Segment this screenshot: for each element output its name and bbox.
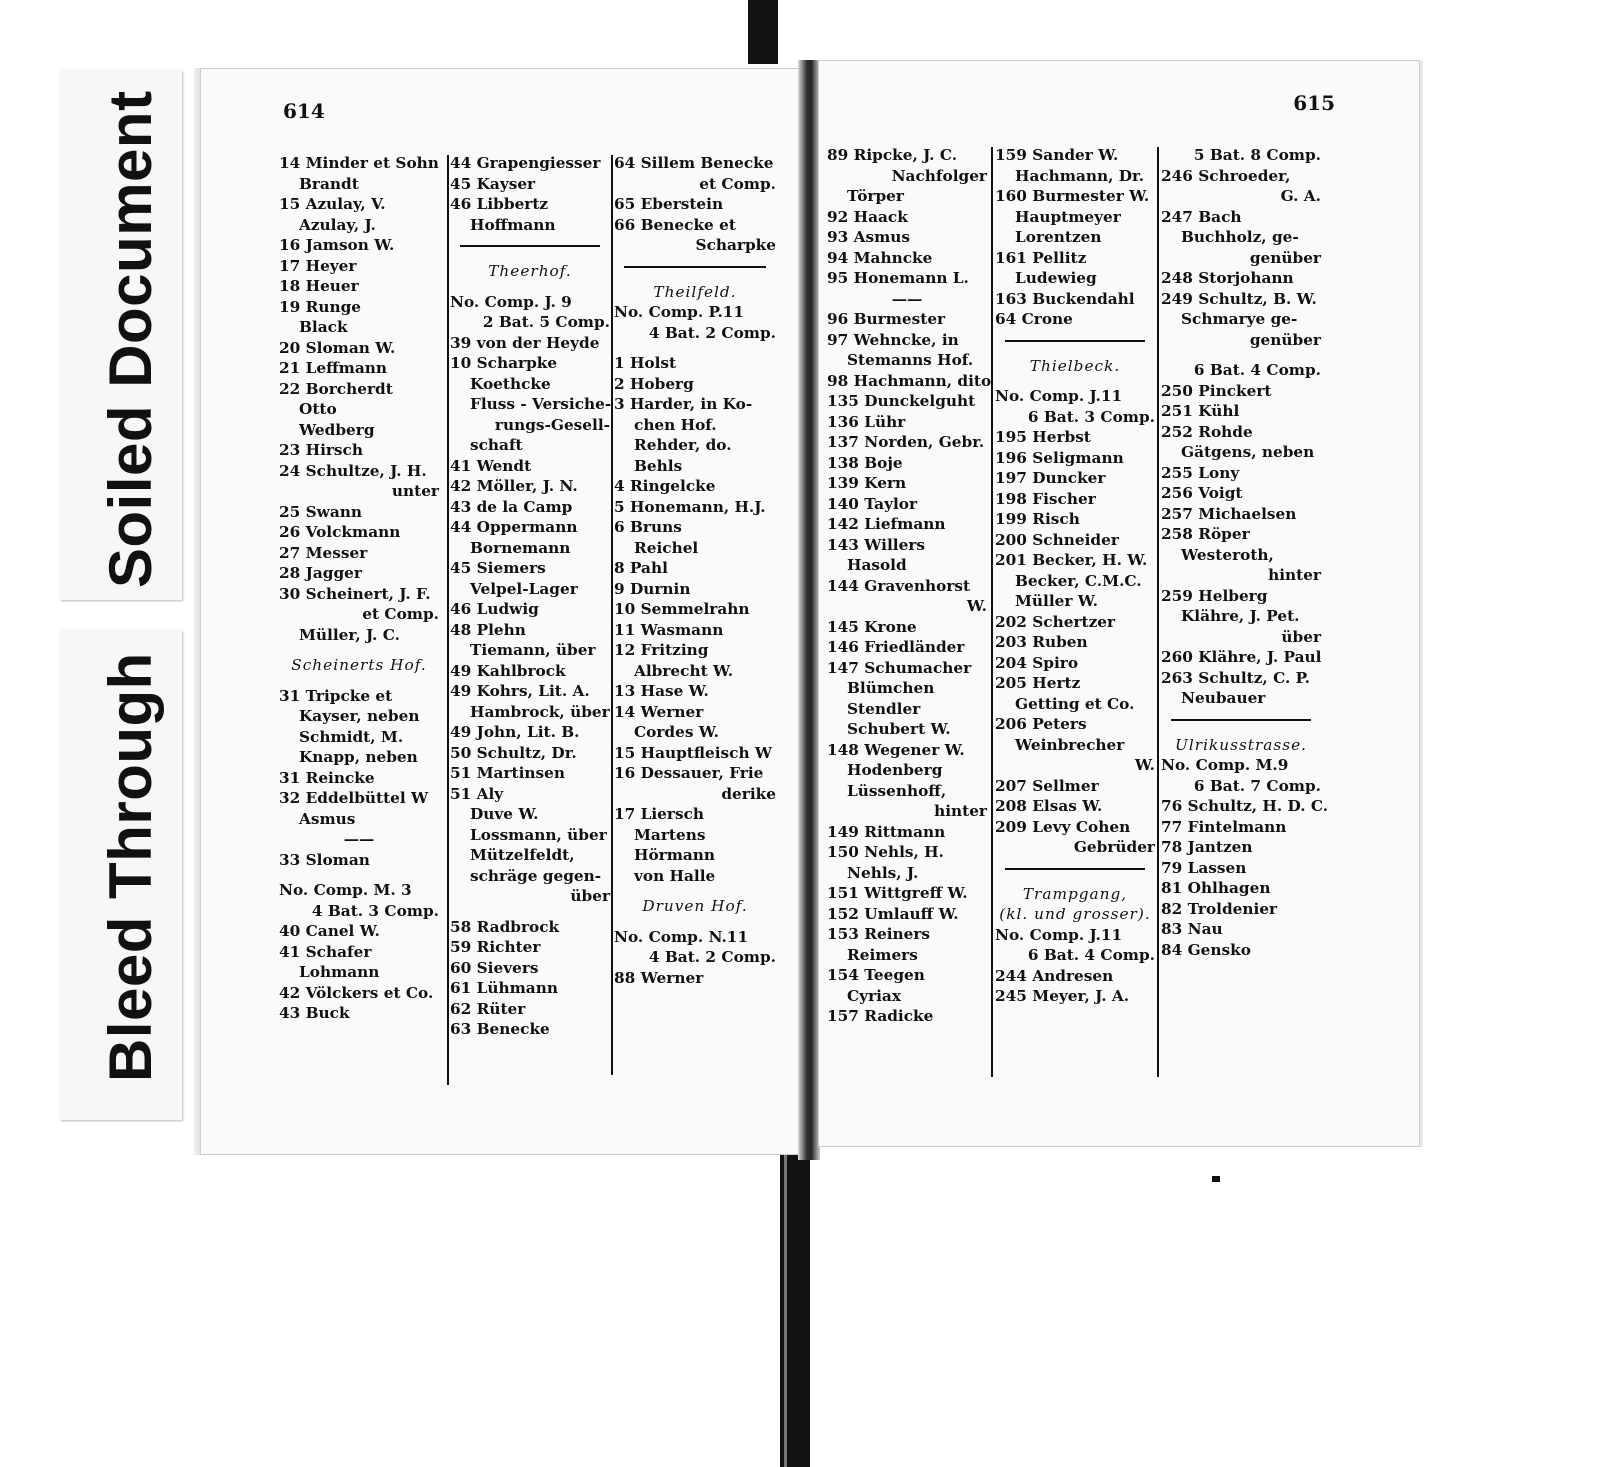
directory-entry: Klähre, J. Pet. (1181, 607, 1300, 625)
spacer (1161, 350, 1321, 360)
label-soiled-document: Soiled Document (97, 90, 164, 588)
directory-entry: Behls (634, 456, 683, 475)
directory-entry: —— (343, 830, 375, 848)
directory-entry: 76 Schultz, H. D. C. (1161, 797, 1329, 815)
directory-entry: 151 Wittgreff W. (827, 884, 968, 902)
directory-entry: 196 Seligmann (995, 448, 1124, 467)
directory-entry: 252 Rohde (1161, 422, 1253, 441)
ink-speck (1212, 1176, 1220, 1182)
directory-entry: 257 Michaelsen (1161, 504, 1297, 523)
directory-entry: 143 Willers (827, 535, 926, 554)
directory-entry: 152 Umlauff W. (827, 904, 959, 923)
directory-entry: —— (891, 289, 923, 308)
directory-entry: 4 Bat. 2 Comp. (648, 948, 776, 966)
directory-entry: 14 Minder et Sohn (279, 154, 439, 172)
directory-entry: Hambrock, über (470, 702, 610, 721)
right-page (818, 60, 1420, 1147)
directory-entry: 8 Pahl (614, 559, 668, 577)
directory-entry: 247 Bach (1161, 207, 1242, 226)
directory-entry: 255 Lony (1161, 463, 1240, 482)
section-heading: Theilfeld. (653, 282, 737, 301)
directory-entry: über (570, 887, 610, 905)
directory-entry: 260 Klähre, J. Paul (1161, 648, 1322, 666)
directory-entry: No. Comp. M. 3 (279, 881, 412, 899)
open-book (190, 60, 1420, 1155)
directory-entry: 98 Hachmann, dito (827, 371, 992, 390)
directory-entry: über (1281, 627, 1321, 646)
directory-entry: 256 Voigt (1161, 484, 1243, 502)
directory-entry: 251 Kühl (1161, 402, 1240, 420)
directory-entry: 206 Peters (995, 715, 1087, 733)
directory-entry: 82 Troldenier (1161, 899, 1278, 918)
directory-entry: 135 Dunckelguht (827, 392, 976, 410)
directory-entry: 93 Asmus (827, 228, 911, 246)
directory-entry: No. Comp. M.9 (1161, 756, 1289, 774)
directory-entry: 84 Gensko (1161, 940, 1251, 959)
directory-entry: Reichel (634, 538, 699, 557)
directory-entry: 244 Andresen (995, 966, 1114, 985)
directory-entry: Nehls, J. (847, 863, 919, 882)
directory-entry: 6 Bat. 3 Comp. (1027, 407, 1155, 426)
directory-entry: Schmarye ge- (1181, 310, 1298, 328)
directory-entry: 64 Crone (995, 310, 1073, 328)
directory-entry: 6 Bruns (614, 518, 682, 536)
directory-entry: 200 Schneider (995, 530, 1119, 549)
directory-entry: Schubert W. (847, 720, 951, 738)
directory-entry: 1 Holst (614, 354, 677, 372)
directory-entry: hinter (934, 802, 987, 820)
directory-entry: 145 Krone (827, 617, 917, 636)
binding-strip-top (748, 0, 778, 64)
directory-entry: W. (1134, 756, 1155, 774)
directory-entry: 31 Tripcke et (279, 686, 393, 705)
directory-entry: 63 Benecke (450, 1020, 550, 1038)
directory-entry: 11 Wasmann (614, 620, 724, 639)
directory-entry: 50 Schultz, Dr. (450, 743, 577, 762)
directory-entry: et Comp. (362, 605, 439, 623)
directory-entry: 197 Duncker (995, 469, 1106, 487)
directory-entry: No. Comp. J.11 (995, 925, 1123, 944)
section-heading: Trampgang, (1022, 884, 1128, 903)
directory-entry: 137 Norden, Gebr. (827, 433, 985, 451)
directory-entry: Velpel-Lager (470, 579, 578, 598)
directory-entry: 49 Kahlbrock (450, 661, 566, 680)
directory-entry: Cyriax (847, 986, 901, 1005)
right-column-1 (827, 145, 992, 1027)
directory-entry: 26 Volckmann (279, 523, 401, 541)
directory-entry: 59 Richter (450, 938, 541, 956)
directory-entry: 10 Scharpke (450, 354, 558, 372)
directory-entry: 15 Hauptfleisch W (614, 743, 773, 762)
section-heading: Ulrikusstrasse. (1174, 735, 1307, 754)
book-gutter (798, 60, 820, 1160)
directory-entry: 204 Spiro (995, 653, 1079, 672)
directory-entry: 201 Becker, H. W. (995, 551, 1148, 569)
directory-entry: 44 Grapengiesser (450, 154, 601, 172)
directory-entry: 208 Elsas W. (995, 797, 1103, 815)
directory-entry: No. Comp. P.11 (614, 303, 745, 321)
directory-entry: 94 Mahncke (827, 248, 933, 267)
directory-entry: Mützelfeldt, (470, 846, 575, 864)
directory-entry: 148 Wegener W. (827, 740, 965, 759)
directory-entry: No. Comp. N.11 (614, 927, 749, 946)
directory-entry: Ludewieg (1015, 269, 1097, 287)
directory-entry: genüber (1249, 330, 1321, 349)
directory-entry: 23 Hirsch (279, 441, 363, 459)
column-rule (611, 155, 613, 1075)
directory-entry: 18 Heuer (279, 277, 359, 295)
directory-entry: chen Hof. (634, 415, 717, 434)
directory-entry: 77 Fintelmann (1161, 817, 1287, 836)
directory-entry: Rehder, do. (634, 436, 732, 454)
directory-entry: Getting et Co. (1015, 694, 1135, 713)
directory-entry: 17 Liersch (614, 805, 705, 823)
directory-entry: 97 Wehncke, in (827, 330, 959, 349)
directory-entry: 51 Aly (450, 784, 504, 803)
directory-entry: Westeroth, (1181, 545, 1274, 564)
directory-entry: Duve W. (470, 805, 539, 823)
directory-entry: 153 Reiners (827, 925, 931, 943)
section-heading: (kl. und grosser). (999, 905, 1151, 923)
page-number-right: 615 (1293, 91, 1335, 115)
directory-entry: 45 Kayser (450, 174, 536, 193)
directory-entry: 88 Werner (614, 968, 704, 987)
directory-entry: 150 Nehls, H. (827, 843, 944, 861)
directory-entry: 136 Lühr (827, 412, 906, 431)
directory-entry: 3 Harder, in Ko- (614, 395, 753, 413)
section-heading: Theerhof. (488, 262, 572, 280)
directory-entry: 65 Eberstein (614, 195, 724, 213)
directory-entry: 16 Jamson W. (279, 236, 395, 254)
directory-entry: 5 Bat. 8 Comp. (1193, 146, 1321, 164)
directory-entry: Wedberg (299, 420, 375, 439)
directory-entry: Lossmann, über (470, 825, 607, 844)
page-number-left: 614 (283, 99, 325, 123)
directory-entry: 49 John, Lit. B. (450, 723, 580, 741)
directory-entry: 78 Jantzen (1161, 838, 1253, 856)
directory-entry: genüber (1249, 248, 1321, 267)
directory-entry: 13 Hase W. (614, 682, 709, 700)
section-rule (624, 266, 766, 268)
directory-entry: schräge gegen- (470, 866, 602, 885)
directory-entry: 159 Sander W. (995, 146, 1119, 164)
directory-entry: 16 Dessauer, Frie (614, 764, 764, 782)
directory-entry: 15 Azulay, V. (279, 195, 386, 213)
directory-entry: 2 Hoberg (614, 374, 694, 393)
directory-entry: Törper (847, 187, 904, 205)
directory-entry: 246 Schroeder, (1161, 166, 1291, 185)
directory-entry: 30 Scheinert, J. F. (279, 584, 431, 603)
directory-entry: 142 Liefmann (827, 515, 946, 533)
directory-entry: Reimers (847, 945, 918, 964)
section-rule (1005, 868, 1145, 870)
directory-entry: 41 Wendt (450, 456, 532, 475)
directory-entry: 51 Martinsen (450, 764, 565, 782)
directory-entry: Tiemann, über (470, 641, 596, 659)
section-heading: Druven Hof. (642, 897, 748, 915)
directory-entry: 6 Bat. 7 Comp. (1193, 776, 1321, 795)
directory-entry: 20 Sloman W. (279, 338, 396, 357)
spacer (279, 870, 439, 880)
directory-entry: 66 Benecke et (614, 215, 736, 234)
directory-entry: 22 Borcherdt (279, 379, 393, 398)
directory-entry: 195 Herbst (995, 428, 1091, 446)
directory-entry: 248 Storjohann (1161, 269, 1294, 287)
directory-entry: 25 Swann (279, 502, 362, 521)
directory-entry: 17 Heyer (279, 256, 357, 275)
directory-entry: Bornemann (470, 538, 571, 557)
directory-entry: Schmidt, M. (299, 727, 404, 746)
directory-entry: 160 Burmester W. (995, 187, 1150, 205)
directory-entry: 43 de la Camp (450, 497, 573, 516)
directory-entry: 32 Eddelbüttel W (279, 789, 429, 807)
directory-entry: 6 Bat. 4 Comp. (1193, 361, 1321, 379)
directory-entry: 263 Schultz, C. P. (1161, 668, 1310, 687)
directory-entry: Hachmann, Dr. (1015, 166, 1145, 185)
directory-entry: 95 Honemann L. (827, 269, 969, 287)
directory-entry: Müller, J. C. (299, 625, 400, 644)
directory-entry: 41 Schafer (279, 942, 372, 961)
directory-entry: Albrecht W. (634, 661, 734, 680)
spacer (279, 676, 439, 686)
directory-entry: 207 Sellmer (995, 776, 1099, 795)
left-column-3 (614, 153, 776, 988)
directory-entry: 6 Bat. 4 Comp. (1027, 946, 1155, 964)
directory-entry: et Comp. (699, 174, 776, 193)
directory-entry: 198 Fischer (995, 489, 1096, 508)
directory-entry: Knapp, neben (299, 748, 418, 766)
directory-entry: 96 Burmester (827, 310, 946, 328)
directory-entry: Brandt (299, 174, 359, 193)
section-rule (1171, 719, 1311, 721)
directory-entry: 2 Bat. 5 Comp. (482, 313, 610, 331)
column-rule (1157, 147, 1159, 1077)
directory-entry: 138 Boje (827, 453, 903, 472)
directory-entry: 39 von der Heyde (450, 333, 600, 352)
directory-entry: Scharpke (695, 236, 776, 254)
directory-entry: 83 Nau (1161, 920, 1223, 938)
directory-entry: 48 Plehn (450, 620, 526, 639)
binding-pole (784, 1138, 787, 1467)
directory-entry: 24 Schultze, J. H. (279, 461, 427, 480)
directory-entry: Blümchen (847, 679, 935, 697)
directory-entry: Müller W. (1015, 592, 1098, 610)
directory-entry: W. (966, 597, 987, 615)
spacer (450, 282, 610, 292)
directory-entry: 21 Leffmann (279, 359, 387, 377)
directory-entry: 12 Fritzing (614, 641, 709, 659)
directory-entry: No. Comp. J. 9 (450, 292, 572, 311)
column-rule (991, 147, 993, 1077)
directory-entry: 146 Friedländer (827, 638, 965, 656)
directory-entry: Buchholz, ge- (1181, 228, 1299, 246)
directory-entry: von Halle (634, 866, 716, 885)
directory-entry: Cordes W. (634, 723, 719, 741)
directory-entry: 157 Radicke (827, 1007, 934, 1025)
directory-entry: Otto (299, 400, 337, 418)
directory-entry: 5 Honemann, H.J. (614, 497, 766, 516)
directory-entry: Fluss - Versiche- (470, 395, 612, 413)
directory-entry: Stendler (847, 699, 921, 718)
directory-entry: 27 Messer (279, 543, 368, 562)
directory-entry: Becker, C.M.C. (1015, 571, 1142, 590)
directory-entry: 44 Oppermann (450, 518, 578, 536)
directory-entry: Hörmann (634, 846, 716, 864)
spacer (614, 886, 776, 896)
directory-entry: 203 Ruben (995, 633, 1088, 651)
directory-entry: 14 Werner (614, 702, 704, 721)
directory-entry: Hodenberg (847, 761, 943, 779)
section-rule (460, 245, 600, 247)
directory-entry: 64 Sillem Benecke (614, 154, 774, 172)
spacer (279, 645, 439, 655)
directory-entry: schaft (470, 436, 523, 454)
directory-entry: 28 Jagger (279, 564, 362, 582)
directory-entry: 45 Siemers (450, 559, 546, 577)
directory-entry: 258 Röper (1161, 525, 1250, 543)
directory-entry: G. A. (1280, 187, 1321, 205)
directory-entry: 89 Ripcke, J. C. (827, 146, 958, 164)
column-rule (447, 155, 449, 1085)
directory-entry: 43 Buck (279, 1004, 350, 1022)
directory-entry: 245 Meyer, J. A. (995, 987, 1130, 1005)
directory-entry: Lüssenhoff, (847, 781, 947, 800)
directory-entry: 250 Pinckert (1161, 381, 1272, 400)
directory-entry: Lorentzen (1015, 228, 1102, 246)
directory-entry: 49 Kohrs, Lit. A. (450, 682, 590, 700)
directory-entry: 140 Taylor (827, 494, 918, 513)
directory-entry: Neubauer (1181, 689, 1266, 707)
right-column-2 (995, 145, 1155, 1007)
spacer (995, 376, 1155, 386)
spacer (614, 343, 776, 353)
directory-entry: Hoffmann (470, 215, 556, 234)
label-bleed-through: Bleed Through (97, 652, 164, 1082)
directory-entry: 42 Völckers et Co. (279, 983, 434, 1002)
directory-entry: 31 Reincke (279, 768, 375, 787)
directory-entry: 147 Schumacher (827, 658, 972, 677)
directory-entry: Hasold (847, 556, 907, 574)
directory-entry: 259 Helberg (1161, 586, 1268, 605)
directory-entry: 249 Schultz, B. W. (1161, 289, 1317, 308)
directory-entry: Martens (634, 825, 706, 844)
right-column-3 (1161, 145, 1329, 960)
section-heading: Scheinerts Hof. (291, 656, 427, 674)
binding-strip-bottom (780, 1138, 810, 1467)
directory-entry: 46 Ludwig (450, 600, 539, 618)
directory-entry: rungs-Gesell- (494, 415, 610, 434)
label-card-soiled (60, 70, 182, 600)
directory-entry: No. Comp. J.11 (995, 387, 1123, 405)
directory-entry: Kayser, neben (299, 707, 420, 725)
directory-entry: 62 Rüter (450, 999, 526, 1018)
left-page (200, 68, 812, 1155)
directory-entry: Gätgens, neben (1181, 443, 1315, 461)
directory-entry: 46 Libbertz (450, 195, 549, 213)
directory-entry: Lohmann (299, 963, 380, 981)
left-column-2 (450, 153, 610, 1040)
directory-entry: 161 Pellitz (995, 248, 1087, 267)
directory-entry: 202 Schertzer (995, 612, 1116, 631)
directory-entry: unter (391, 482, 439, 500)
directory-entry: Weinbrecher (1015, 735, 1125, 754)
directory-entry: Asmus (299, 809, 356, 828)
spacer (614, 917, 776, 927)
directory-entry: 163 Buckendahl (995, 289, 1135, 308)
directory-entry: 92 Haack (827, 207, 908, 226)
directory-entry: 4 Bat. 2 Comp. (648, 323, 776, 342)
directory-entry: Stemanns Hof. (847, 351, 974, 369)
directory-entry: Nachfolger (891, 166, 987, 185)
directory-entry: 209 Levy Cohen (995, 817, 1131, 836)
directory-entry: 19 Runge (279, 297, 361, 316)
directory-entry: 10 Semmelrahn (614, 600, 750, 618)
directory-entry: 139 Kern (827, 474, 907, 492)
directory-entry: 33 Sloman (279, 850, 370, 869)
directory-entry: 4 Ringelcke (614, 477, 716, 495)
left-column-1 (279, 153, 439, 1024)
section-heading: Thielbeck. (1029, 356, 1121, 375)
directory-entry: Hauptmeyer (1015, 207, 1121, 226)
directory-entry: derike (721, 784, 776, 803)
directory-entry: 42 Möller, J. N. (450, 477, 578, 495)
directory-entry: 199 Risch (995, 510, 1080, 528)
label-card-bleed (60, 630, 182, 1120)
directory-entry: 154 Teegen (827, 966, 925, 984)
section-rule (1005, 340, 1145, 342)
directory-entry: 58 Radbrock (450, 917, 560, 936)
directory-entry: 61 Lühmann (450, 979, 558, 997)
directory-entry: 60 Sievers (450, 958, 539, 977)
directory-entry: 9 Durnin (614, 579, 691, 598)
directory-entry: Koethcke (470, 374, 551, 393)
directory-entry: 40 Canel W. (279, 922, 380, 940)
directory-entry: 205 Hertz (995, 674, 1081, 692)
spacer (450, 907, 610, 917)
directory-entry: Azulay, J. (299, 215, 376, 234)
directory-entry: Black (299, 318, 348, 336)
directory-entry: 149 Rittmann (827, 822, 946, 841)
directory-entry: 144 Gravenhorst (827, 576, 971, 595)
directory-entry: hinter (1268, 566, 1321, 584)
directory-entry: 79 Lassen (1161, 858, 1247, 877)
directory-entry: 4 Bat. 3 Comp. (311, 901, 439, 920)
directory-entry: Gebrüder (1073, 838, 1155, 856)
directory-entry: 81 Ohlhagen (1161, 879, 1271, 897)
